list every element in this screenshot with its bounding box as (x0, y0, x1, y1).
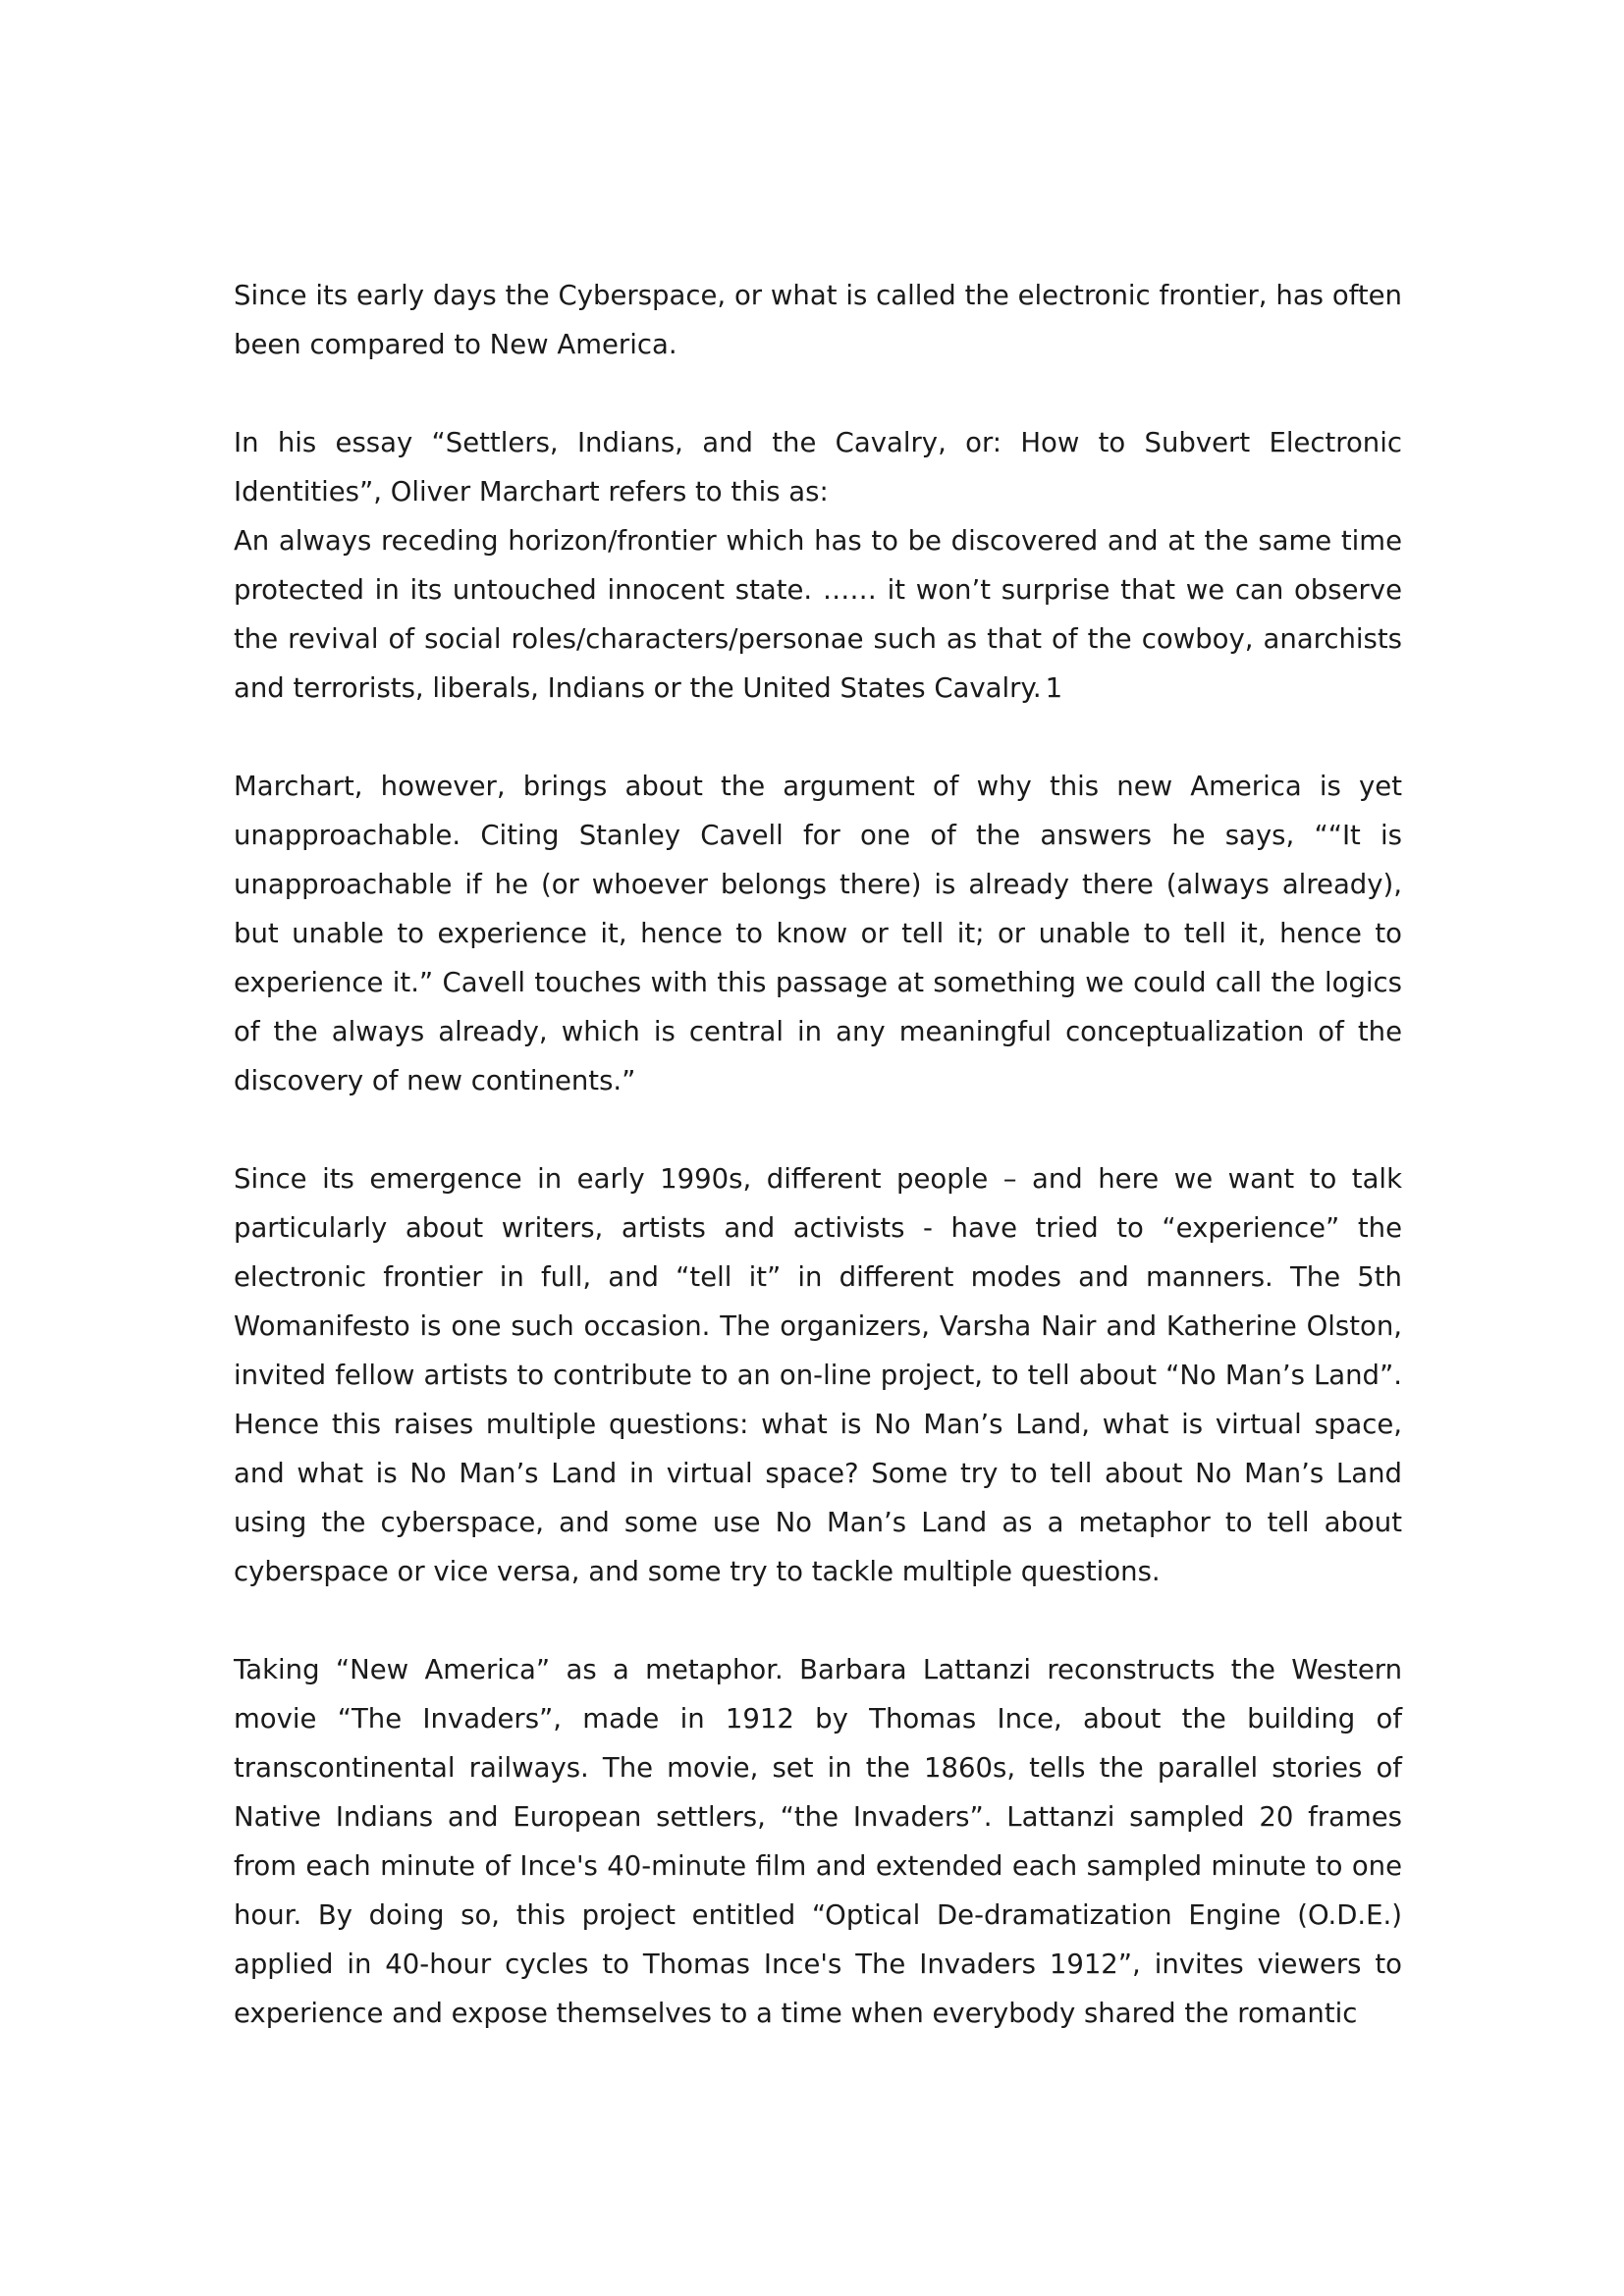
footnote-reference: 1 (1045, 672, 1063, 704)
block-quote (234, 516, 1402, 713)
quote-text: An always receding horizon/frontier which has to be discovered and at the same time protected in its untouched innocent state. …… it won’t surprise that we can observe the revival of social roles/characters/personae such as that of the cowboy, anarchists and terrorists, liberals, Indians or the United States Cavalry. (234, 525, 1402, 704)
paragraph-womanifesto: Since its emergence in early 1990s, different people – and here we want to talk particularly about writers, artists and activists - have tried to “experience” the electronic frontier in full, and “tell it” in different modes and manners. The 5th Womanifesto is one such occasion. The organizers, Varsha Nair and Katherine Olston, invited fellow artists to contribute to an on-line project, to tell about “No Man’s Land”. Hence this raises multiple questions: what is No Man’s Land, what is virtual space, and what is No Man’s Land in virtual space? Some try to tell about No Man’s Land using the cyberspace, and some use No Man’s Land as a metaphor to tell about cyberspace or vice versa, and some try to tackle multiple questions. (234, 1163, 1402, 1587)
paragraph-intro: Since its early days the Cyberspace, or what is called the electronic frontier, has often been compared to New America. (234, 280, 1402, 360)
paragraph-marchart-essay: In his essay “Settlers, Indians, and the Cavalry, or: How to Subvert Electronic Identities”, Oliver Marchart refers to this as: (234, 427, 1402, 507)
paragraph-cavell: Marchart, however, brings about the argument of why this new America is yet unapproachable. Citing Stanley Cavell for one of the answers he says, ““It is unapproachable if he (or whoever belongs there) is already there (always already), but unable to experience it, hence to know or tell it; or unable to tell it, hence to experience it.” Cavell touches with this passage at something we could call the logics of the always already, which is central in any meaningful conceptualization of the discovery of new continents.” (234, 771, 1402, 1096)
body-text (234, 271, 1402, 2087)
paragraph-lattanzi: Taking “New America” as a metaphor. Barbara Lattanzi reconstructs the Western movie “The Invaders”, made in 1912 by Thomas Ince, about the building of transcontinental railways. The movie, set in the 1860s, tells the parallel stories of Native Indians and European settlers, “the Invaders”. Lattanzi sampled 20 frames from each minute of Ince's 40-minute film and extended each sampled minute to one hour. By doing so, this project entitled “Optical De-dramatization Engine (O.D.E.) applied in 40-hour cycles to Thomas Ince's The Invaders 1912”, invites viewers to experience and expose themselves to a time when everybody shared the romantic (234, 1654, 1402, 2029)
